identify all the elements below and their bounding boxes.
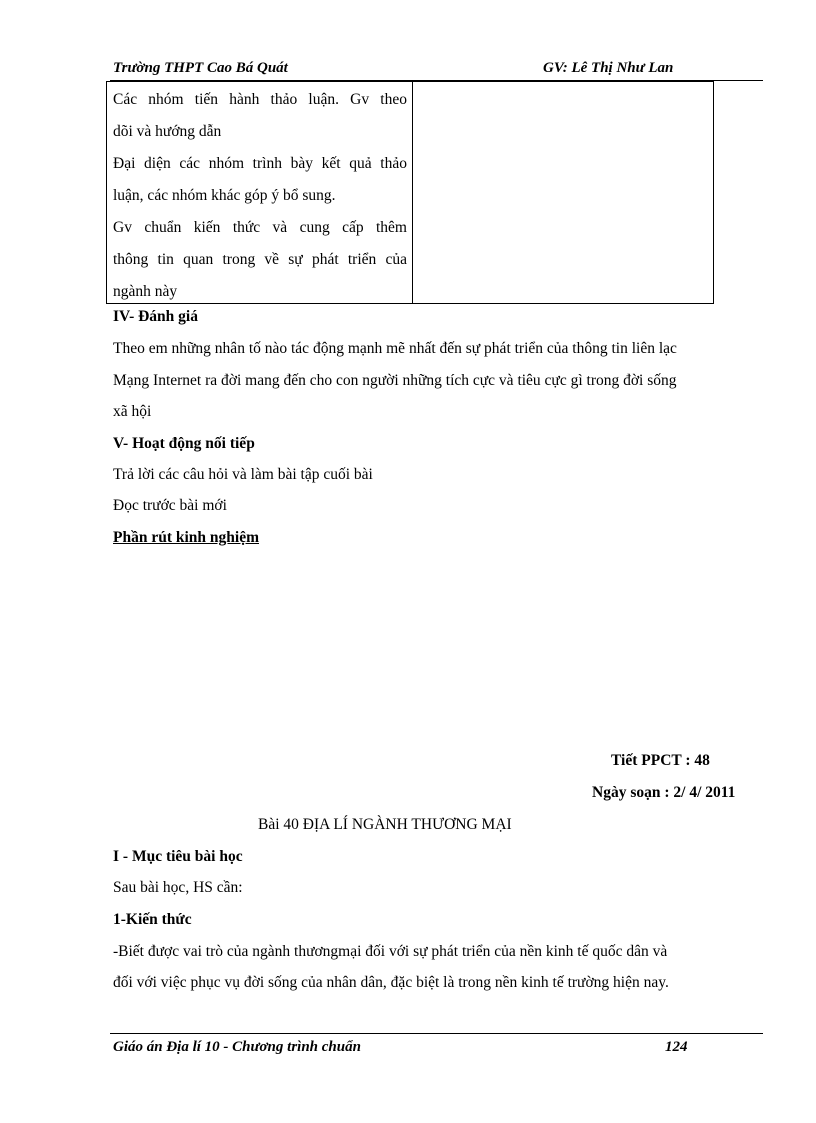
header-teacher: GV: Lê Thị Như Lan: [543, 60, 674, 76]
footer-rule: [110, 1033, 763, 1034]
section-5-line: Đọc trước bài mới: [113, 497, 227, 514]
objectives-heading: I - Mục tiêu bài học: [113, 848, 243, 865]
section-4-line: Theo em những nhân tố nào tác động mạnh mẽ nhất đến sự phát triển của thông tin liên lạc: [113, 340, 677, 357]
lesson-date: Ngày soạn : 2/ 4/ 2011: [592, 784, 736, 801]
knowledge-heading: 1-Kiến thức: [113, 911, 192, 928]
footer-title: Giáo án Địa lí 10 - Chương trình chuẩn: [113, 1039, 361, 1055]
knowledge-line: -Biết được vai trò của ngành thươngmại đối với sự phát triển của nền kinh tế quốc dân và: [113, 943, 668, 960]
section-4-heading: IV- Đánh giá: [113, 308, 198, 325]
knowledge-line: đối với việc phục vụ đời sống của nhân dân, đặc biệt là trong nền kinh tế trường hiện nay.: [113, 974, 669, 991]
objectives-intro: Sau bài học, HS cần:: [113, 879, 243, 896]
section-4-line: xã hội: [113, 403, 152, 420]
lesson-period: Tiết PPCT : 48: [611, 752, 710, 769]
table-left-cell: [113, 84, 407, 308]
table-cell-line: Các nhóm tiến hành thảo luận. Gv theo: [113, 91, 407, 108]
section-5-line: Trả lời các câu hỏi và làm bài tập cuối bài: [113, 466, 373, 483]
table-cell-line: dõi và hướng dẫn: [113, 123, 222, 140]
table-column-divider: [412, 81, 413, 304]
table-cell-line: luận, các nhóm khác góp ý bổ sung.: [113, 187, 336, 204]
table-cell-line: ngành này: [113, 283, 178, 300]
experience-heading: Phần rút kinh nghiệm: [113, 529, 260, 546]
table-cell-line: thông tin quan trong về sự phát triển của: [113, 251, 407, 268]
footer-page-number: 124: [665, 1039, 688, 1055]
table-cell-line: Gv chuẩn kiến thức và cung cấp thêm: [113, 219, 407, 236]
section-5-heading: V- Hoạt động nối tiếp: [113, 435, 255, 452]
section-4-line: Mạng Internet ra đời mang đến cho con người những tích cực và tiêu cực gì trong đời sống: [113, 372, 677, 389]
header-school: Trường THPT Cao Bá Quát: [113, 60, 288, 76]
lesson-title: Bài 40 ĐỊA LÍ NGÀNH THƯƠNG MẠI: [258, 816, 512, 833]
table-cell-line: Đại diện các nhóm trình bày kết quả thảo: [113, 155, 407, 172]
